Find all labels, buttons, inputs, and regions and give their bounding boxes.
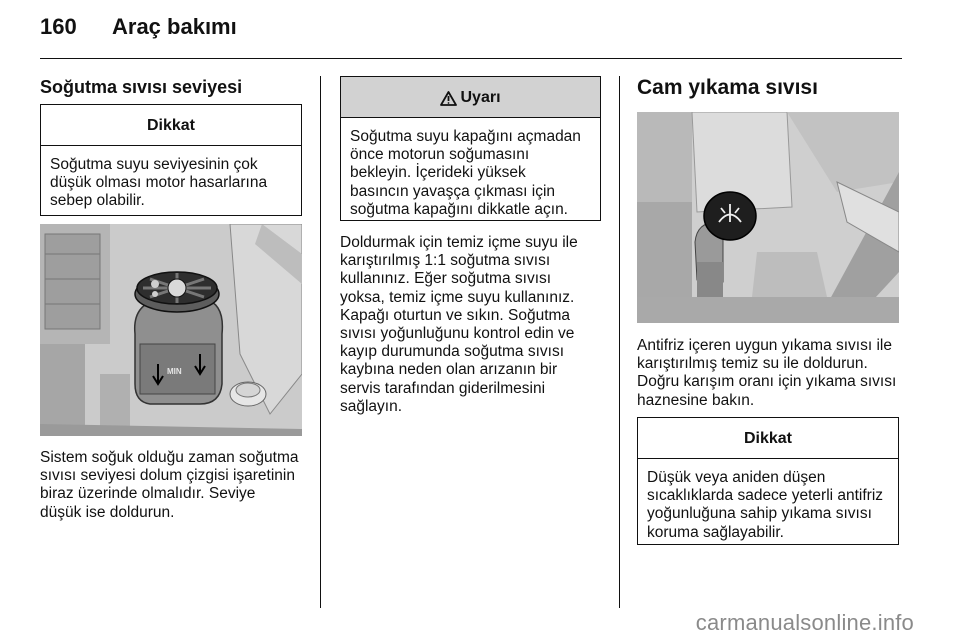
paragraph-line: Doğru karışım oranı için yıkama sıvısı [637,373,897,391]
paragraph-line: sıvısı yoğunluğunu kontrol edin ve [340,325,575,343]
column-divider-right [619,76,620,608]
notice-body [638,459,898,542]
warning-body [341,118,600,219]
page-header [40,14,237,40]
notice-line: düşük olması motor hasarlarına [50,174,268,192]
notice-body [41,146,301,211]
warning-triangle-icon [440,91,457,106]
paragraph-line: biraz üzerinde olmalıdır. Seviye [40,485,256,503]
coolant-refill-paragraph [340,234,610,416]
paragraph-line: Doldurmak için temiz içme suyu ile [340,234,578,251]
paragraph-line: yoksa, temiz içme suyu kullanınız. [340,288,575,306]
paragraph-line: karıştırılmış temiz su ile doldurun. [637,355,868,373]
paragraph-line: karıştırılmış 1:1 soğutma sıvısı [340,252,551,270]
coolant-notice-box [40,104,302,216]
paragraph-line: haznesine bakın. [637,391,755,409]
warning-line: önce motorun soğumasını [350,146,530,164]
paragraph-line: sağlayın. [340,397,403,415]
coolant-reservoir-photo [40,224,302,436]
notice-line: Soğutma suyu seviyesinin çok [50,156,258,173]
washer-reservoir-figure [637,112,899,323]
notice-title: Dikkat [638,418,898,459]
warning-title-bar [341,77,600,118]
watermark: carmanualsonline.info [695,610,914,635]
notice-line: sebep olabilir. [50,192,145,210]
washer-fluid-paragraph [637,337,907,410]
notice-line: sıcaklıklarda sadece yeterli antifriz [647,487,884,505]
washer-notice-box [637,417,899,545]
notice-line: koruma sağlayabilir. [647,523,784,541]
warning-line: soğutma kapağını dikkatle açın. [350,200,568,218]
paragraph-line: Kapağı oturtun ve sıkın. Soğutma [340,306,571,324]
warning-line: bekleyin. İçerideki yüksek [350,164,526,182]
warning-title: Uyarı [460,89,501,106]
paragraph-line: Sistem soğuk olduğu zaman soğutma [40,449,299,466]
section-title: Araç bakımı [112,14,237,39]
page-number: 160 [40,14,77,39]
min-marker-label: MIN [167,367,182,376]
paragraph-line: düşük ise doldurun. [40,503,175,521]
notice-line: Düşük veya aniden düşen [647,469,826,486]
coolant-warning-box [340,76,601,221]
paragraph-line: kayıp durumunda soğutma sıvısı [340,343,565,361]
paragraph-line: servis tarafından giderilmesini [340,379,546,397]
coolant-level-paragraph [40,449,310,522]
coolant-reservoir-figure [40,224,302,436]
washer-fluid-heading: Cam yıkama sıvısı [637,76,818,99]
warning-line: Soğutma suyu kapağını açmadan [350,128,581,145]
warning-line: basıncın yavaşça çıkması için [350,182,556,200]
notice-line: yoğunluğuna sahip yıkama sıvısı [647,505,872,523]
paragraph-line: sıvısı seviyesi dolum çizgisi işaretinin [40,467,295,485]
header-rule [40,58,902,59]
paragraph-line: kullanınız. Eğer soğutma sıvısı [340,270,552,288]
notice-title: Dikkat [41,105,301,146]
column-divider-left [320,76,321,608]
washer-fluid-reservoir-photo [637,112,899,323]
paragraph-line: Antifriz içeren uygun yıkama sıvısı ile [637,337,892,354]
coolant-level-heading: Soğutma sıvısı seviyesi [40,77,243,97]
paragraph-line: kaybına neden olan arızanın bir [340,361,558,379]
